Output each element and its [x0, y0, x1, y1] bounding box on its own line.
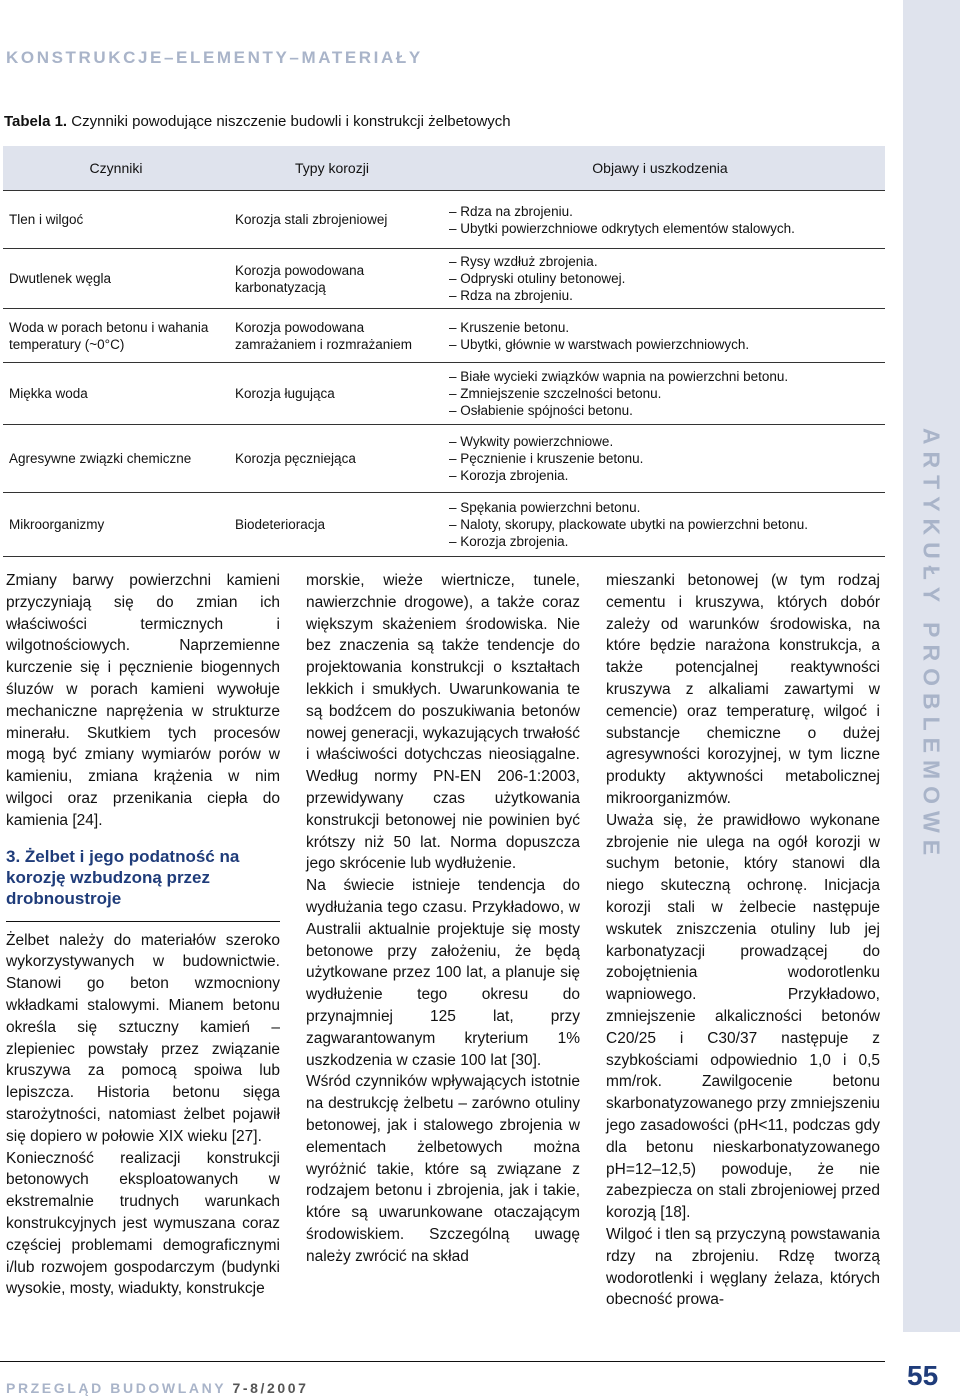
symptoms-cell — [435, 493, 885, 557]
symptom-item: – Naloty, skorupy, plackowate ubytki na powierzchni betonu. — [449, 516, 879, 533]
symptom-item: – Ubytki, głównie w warstwach powierzchniowych. — [449, 336, 879, 353]
symptom-item: – Korozja zbrojenia. — [449, 533, 879, 550]
page-number: 55 — [907, 1360, 939, 1391]
table-caption-label: Tabela 1. — [4, 113, 68, 130]
symptom-item: – Odpryski otuliny betonowej. — [449, 270, 879, 287]
table-row — [3, 425, 885, 493]
text-column-3 — [606, 570, 880, 1311]
factor-cell: Miękka woda — [3, 363, 229, 425]
journal-name: PRZEGLĄD BUDOWLANY — [6, 1380, 226, 1396]
footer-divider — [0, 1361, 885, 1362]
paragraph: Żelbet należy do materiałów szeroko wykorzystywanych w budownictwie. Stanowi go beton wzmocniony wkładkami stalowymi. Mianem betonu określa się sztuczny kamień – zlepieniec powstały przez związanie kruszywa za pomocą spoiwa lub lepiszcza. Historia betonu sięga starożytności, natomiast żelbet pojawił się dopiero w połowie XIX wieku [27]. — [6, 931, 280, 1145]
symptoms-cell — [435, 425, 885, 493]
factor-cell: Woda w porach betonu i wahania temperatury (~0°C) — [3, 309, 229, 363]
symptom-item: – Rdza na zbrojeniu. — [449, 287, 879, 304]
table-row — [3, 363, 885, 425]
paragraph: Wśród czynników wpływających istotnie na destrukcję żelbetu – zarówno otuliny betonowej, jak i stalowego zbrojenia w elementach żelbetowych można wyróżnić takie, które są związane z rodzajem betonu i zbrojenia, jak i takie, które są uwarunkowane otaczającym środowiskiem. Szczególną uwagę należy zwrócić na skład — [306, 1073, 580, 1265]
text-column-2 — [306, 570, 580, 1268]
header-factors: Czynniki — [3, 146, 229, 191]
paragraph: Konieczność realizacji konstrukcji betonowych eksploatowanych w ekstremalnie trudnych warunkach konstrukcyjnych jest wymuszana coraz częściej problemami demograficznymi i/lub rozwojem gospodarczym (budynki wysokie, mosty, wiadukty, konstrukcje — [6, 1149, 280, 1298]
symptom-item: – Rysy wzdłuż zbrojenia. — [449, 253, 879, 270]
paragraph: Zmiany barwy powierzchni kamieni przyczyniają się do zmian ich właściwości termicznych i wilgotnościowych. Naprzemienne kurczenie się i pęcznienie biogennych śluzów w porach kamieni wywołuje mechaniczne naprężenia w strukturze minerału. Skutkiem tych procesów mogą być zmiany wymiarów porów w kamieniu, zmiana krążenia w nim wilgoci oraz przenikania ciepła do kamienia [24]. — [6, 572, 280, 829]
header-symptoms: Objawy i uszkodzenia — [435, 146, 885, 191]
table-caption-text: Czynniki powodujące niszczenie budowli i konstrukcji żelbetowych — [71, 113, 511, 130]
factor-cell: Mikroorganizmy — [3, 493, 229, 557]
symptoms-cell — [435, 309, 885, 363]
header-corrosion-types: Typy korozji — [229, 146, 435, 191]
paragraph: mieszanki betonowej (w tym rodzaj cementu i kruszywa, których dobór zależy od warunków środowiska, na które będzie narażona konstrukcja, a także potencjalnej reaktywności kruszywa z alkaliami zawartymi w cemencie) oraz temperaturę, wilgoć i substancje chemiczne o dużej agresywności korozyjnej, w tym liczne produkty aktywności metabolicznej mikroorganizmów. — [606, 572, 880, 807]
factor-cell: Dwutlenek węgla — [3, 249, 229, 309]
symptom-item: – Ubytki powierzchniowe odkrytych elementów stalowych. — [449, 220, 879, 237]
section-title: 3. Żelbet i jego podatność na korozję wzbudzoną przez drobnoustroje — [6, 846, 240, 908]
symptom-item: – Pęcznienie i kruszenie betonu. — [449, 450, 879, 467]
paragraph: Wilgoć i tlen są przyczyną powstawania rdzy na zbrojeniu. Rdzę tworzą wodorotlenki i węglany żelaza, których obecność prowa- — [606, 1225, 880, 1309]
paragraph: Na świecie istnieje tendencja do wydłużania tego czasu. Przykładowo, w Australii aktualnie projektuje się mosty betonowe przy założeniu, że będą użytkowane przez 100 lat, a planuje się wydłużenie tego okresu do przynajmniej 125 lat, przy zagwarantowanym kryterium 1% uszkodzenia w czasie 100 lat [30]. — [306, 877, 580, 1069]
section-label: ARTYKUŁY PROBLEMOWE — [918, 427, 945, 863]
running-footer — [6, 1380, 309, 1396]
corrosion-type-cell: Korozja pęczniejąca — [229, 425, 435, 493]
corrosion-factors-table — [3, 146, 885, 557]
symptoms-cell — [435, 191, 885, 249]
symptom-item: – Wykwity powierzchniowe. — [449, 433, 879, 450]
factor-cell: Agresywne związki chemiczne — [3, 425, 229, 493]
table-header-row — [3, 146, 885, 191]
factor-cell: Tlen i wilgoć — [3, 191, 229, 249]
symptoms-cell — [435, 363, 885, 425]
table-row — [3, 309, 885, 363]
symptom-item: – Rdza na zbrojeniu. — [449, 203, 879, 220]
symptom-item: – Kruszenie betonu. — [449, 319, 879, 336]
table-row — [3, 493, 885, 557]
running-header: KONSTRUKCJE–ELEMENTY–MATERIAŁY — [6, 48, 423, 67]
paragraph: Uważa się, że prawidłowo wykonane zbrojenie nie ulega na ogół korozji w suchym betonie, który stanowi dla niego skuteczną ochronę. Inicjacja korozji stali w żelbecie następuje wskutek zniszczenia otuliny lub jej karbonatyzacji prowadzącej do zobojętnienia wodorotlenku wapniowego. Przykładowo, zmniejszenie alkaliczności betonów C20/25 i C30/37 następuje z szybkościami odpowiednio 1,0 i 0,5 mm/rok. Zawilgocenie betonu skarbonatyzowanego przy zmniejszeniu jego zasadowości (pH<11, podczas gdy dla betonu nieskarbonatyzowanego pH=12–12,5) powoduje, że nie zabezpiecza on stali zbrojeniowej przed korozją [18]. — [606, 811, 880, 1222]
corrosion-type-cell: Biodeterioracja — [229, 493, 435, 557]
symptom-item: – Korozja zbrojenia. — [449, 467, 879, 484]
table-row — [3, 191, 885, 249]
symptom-item: – Osłabienie spójności betonu. — [449, 402, 879, 419]
corrosion-type-cell: Korozja powodowana karbonatyzacją — [229, 249, 435, 309]
symptom-item: – Spękania powierzchni betonu. — [449, 499, 879, 516]
corrosion-type-cell: Korozja stali zbrojeniowej — [229, 191, 435, 249]
paragraph: morskie, wieże wiertnicze, tunele, nawierzchnie drogowe), a także coraz większym skażeniem środowiska. Nie bez znaczenia są także tendencje do projektowania konstrukcji o kształtach lekkich i smukłych. Uwarunkowania te są bodźcem do poszukiwania betonów nowej generacji, wykazujących trwałość i właściwości dotychczas nieosiągalne. Według normy PN-EN 206-1:2003, przewidywany czas użytkowania konstrukcji betonowej nie powinien być krótszy niż 50 lat. Norma dopuszcza jego skrócenie lub wydłużenie. — [306, 572, 580, 873]
corrosion-type-cell: Korozja powodowana zamrażaniem i rozmrażaniem — [229, 309, 435, 363]
issue-number: 7-8/2007 — [232, 1380, 309, 1396]
text-column-1 — [6, 570, 280, 1300]
table-caption — [4, 113, 511, 130]
symptom-item: – Białe wycieki związków wapnia na powierzchni betonu. — [449, 368, 879, 385]
section-divider — [6, 921, 280, 922]
symptoms-cell — [435, 249, 885, 309]
table-row — [3, 249, 885, 309]
corrosion-type-cell: Korozja ługująca — [229, 363, 435, 425]
symptom-item: – Zmniejszenie szczelności betonu. — [449, 385, 879, 402]
